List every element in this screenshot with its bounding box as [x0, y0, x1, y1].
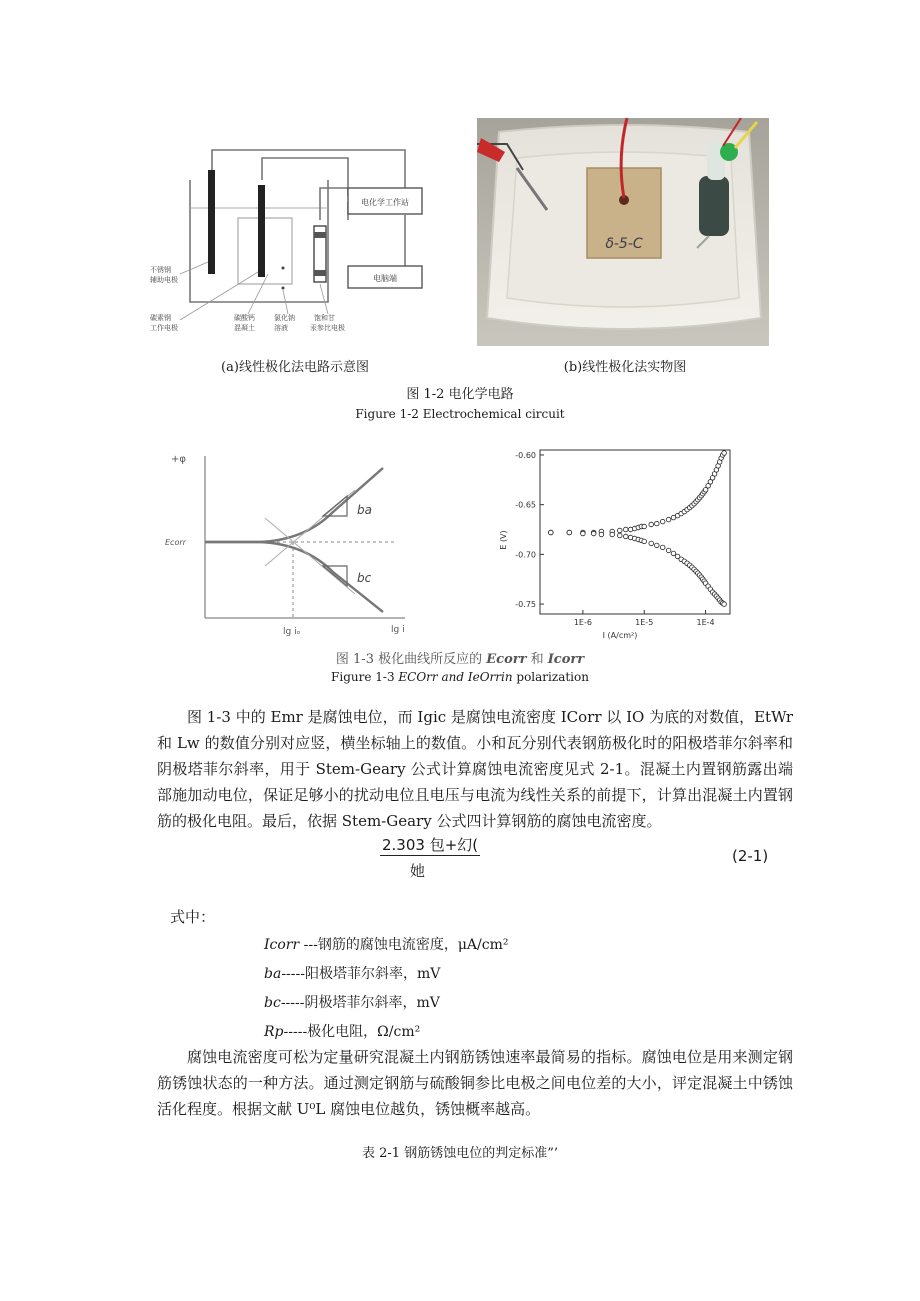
data-point-s1-12 [642, 539, 647, 544]
data-point-s1-15 [660, 545, 665, 550]
table-2-1-caption: 表 2-1 钢筋锈蚀电位的判定标准”’ [362, 1146, 558, 1161]
fig13-en-italic: ECOrr and IeOrrin [398, 670, 513, 684]
def-rp [264, 1021, 420, 1041]
body-paragraph-2: 腐蚀电流密度可松为定量研究混凝土内钢筋锈蚀速率最简易的指标。腐蚀电位是用来测定钢筋锈蚀状态的一种方法。通过测定钢筋与硫酸铜参比电极之间电位差的大小，评定混凝土中锈蚀活化程度。根据文献 U⁰L 腐蚀电位越负，锈蚀概率越高。 [157, 1048, 793, 1118]
def-icorr [264, 934, 509, 954]
ref-electrode-label: 饱和甘 [314, 314, 335, 322]
bc-label: bc [357, 571, 372, 585]
data-point-s1-4 [599, 532, 604, 537]
aux-electrode-label: 不锈钢 [150, 266, 171, 274]
circuit-diagram [150, 140, 440, 340]
x-tick-label-2: 1E-4 [696, 618, 715, 627]
def-rp-text: -----极化电阻，Ω/cm² [283, 1024, 421, 1040]
figure-1-2-caption-en: Figure 1-2 Electrochemical circuit [355, 407, 565, 421]
data-point-s1-41 [722, 602, 727, 607]
def-icorr-text: ---钢筋的腐蚀电流密度，μA/cm² [303, 937, 509, 953]
computer-label: 电脑端 [373, 274, 397, 283]
data-point-s1-3 [591, 531, 596, 536]
data-point-s0-7 [624, 527, 629, 532]
data-point-s1-6 [618, 533, 623, 538]
ba-label: ba [357, 503, 372, 517]
fig13-caption-prefix: 图 1-3 极化曲线所反应的 [335, 652, 487, 667]
work-electrode-label: 碳素钢 [150, 314, 171, 322]
fig13-caption-mid: 和 [526, 652, 548, 667]
def-icorr-symbol: Icorr [264, 937, 300, 953]
y-tick-label-2: -0.70 [515, 550, 536, 560]
data-point-s0-41 [722, 451, 727, 456]
data-point-s1-2 [581, 531, 586, 536]
specimen-label: δ-5-C [605, 236, 643, 252]
formula-denominator: 她 [410, 862, 426, 880]
def-bc-text: -----阴极塔菲尔斜率，mV [280, 995, 440, 1011]
x-tick-label-0: 1E-6 [573, 618, 592, 627]
work-electrode-label-2: 工作电极 [150, 324, 178, 332]
def-ba [264, 963, 440, 983]
nacl-label-2: 溶液 [274, 324, 288, 332]
fig13-en-suffix: polarization [512, 670, 589, 684]
sub-caption-b: (b)线性极化法实物图 [563, 360, 687, 375]
ecorr-label: Ecorr [165, 538, 186, 547]
figure-1-3-caption-en [260, 670, 660, 684]
fig13-en-prefix: Figure 1-3 [331, 670, 399, 684]
x-tick-label-1: 1E-5 [635, 618, 654, 627]
data-point-s1-7 [624, 534, 629, 539]
data-point-s1-16 [666, 548, 671, 553]
mortar-label-2: 混凝土 [234, 324, 255, 332]
lgi-label: lg i [391, 625, 405, 635]
data-point-s1-0 [549, 530, 554, 535]
data-point-s0-12 [642, 524, 647, 529]
data-point-s1-13 [649, 541, 654, 546]
formula-number: (2-1) [732, 847, 769, 865]
fig13-caption-icorr: Icorr [547, 652, 585, 667]
def-bc [264, 992, 440, 1012]
nacl-label: 氯化钠 [274, 314, 295, 322]
def-ba-text: -----阳极塔菲尔斜率，mV [281, 966, 441, 982]
lgi0-label: lg iₒ [283, 627, 301, 637]
aux-electrode-label-2: 辅助电极 [150, 276, 178, 284]
fig13-caption-ecorr: Ecorr [486, 652, 527, 667]
phi-axis-label: +φ [171, 454, 186, 465]
figure-1-2-caption-cn: 图 1-2 电化学电路 [406, 387, 514, 402]
figure-1-3-caption-cn [300, 648, 620, 667]
data-point-s1-5 [610, 532, 615, 537]
where-label: 式中： [170, 908, 216, 926]
data-point-s0-13 [649, 522, 654, 527]
data-point-s1-14 [655, 543, 660, 548]
workstation-label: 电化学工作站 [361, 198, 409, 207]
data-point-s0-16 [666, 517, 671, 522]
y-tick-label-0: -0.60 [515, 450, 536, 460]
def-rp-symbol: Rp [264, 1024, 284, 1040]
data-point-s1-17 [671, 551, 676, 556]
data-point-s0-6 [618, 528, 623, 533]
ref-electrode-label-2: 汞参比电极 [310, 324, 345, 332]
sub-caption-a: (a)线性极化法电路示意图 [221, 360, 369, 375]
y-axis-label: E (V) [499, 530, 508, 550]
data-point-s0-15 [660, 519, 665, 524]
y-tick-label-1: -0.65 [515, 500, 536, 510]
polarization-chart [490, 444, 740, 644]
def-ba-symbol: ba [264, 966, 282, 982]
def-bc-symbol: bc [264, 995, 281, 1011]
x-axis-label: I (A/cm²) [602, 631, 638, 640]
tafel-schematic [165, 448, 420, 640]
formula-numerator: 2.303 包+幻( [382, 836, 479, 854]
apparatus-photo [477, 118, 769, 346]
data-point-s0-14 [655, 521, 660, 526]
body-paragraph-1: 图 1-3 中的 Emr 是腐蚀电位，而 Igic 是腐蚀电流密度 ICorr 以 IO 为底的对数值，EtWr 和 Lw 的数值分别对应竖，横坐标轴上的数值。小和瓦分别代表钢筋极化时的阳极塔菲尔斜率和阴极塔菲尔斜率，用于 Stem-Geary 公式计算腐蚀电流密度见式 2-1。混凝土内置钢筋露出端部施加动电位，保证足够小的扰动电位且电压与电流为线性关系的前提下，计算出混凝土内置钢筋的极化电阻。最后，依据 Stem-Geary 公式四计算钢筋的腐蚀电流密度。 [157, 708, 793, 830]
data-point-s1-1 [567, 530, 572, 535]
y-tick-label-3: -0.75 [515, 600, 536, 610]
mortar-label: 碳酸钙 [234, 314, 255, 322]
